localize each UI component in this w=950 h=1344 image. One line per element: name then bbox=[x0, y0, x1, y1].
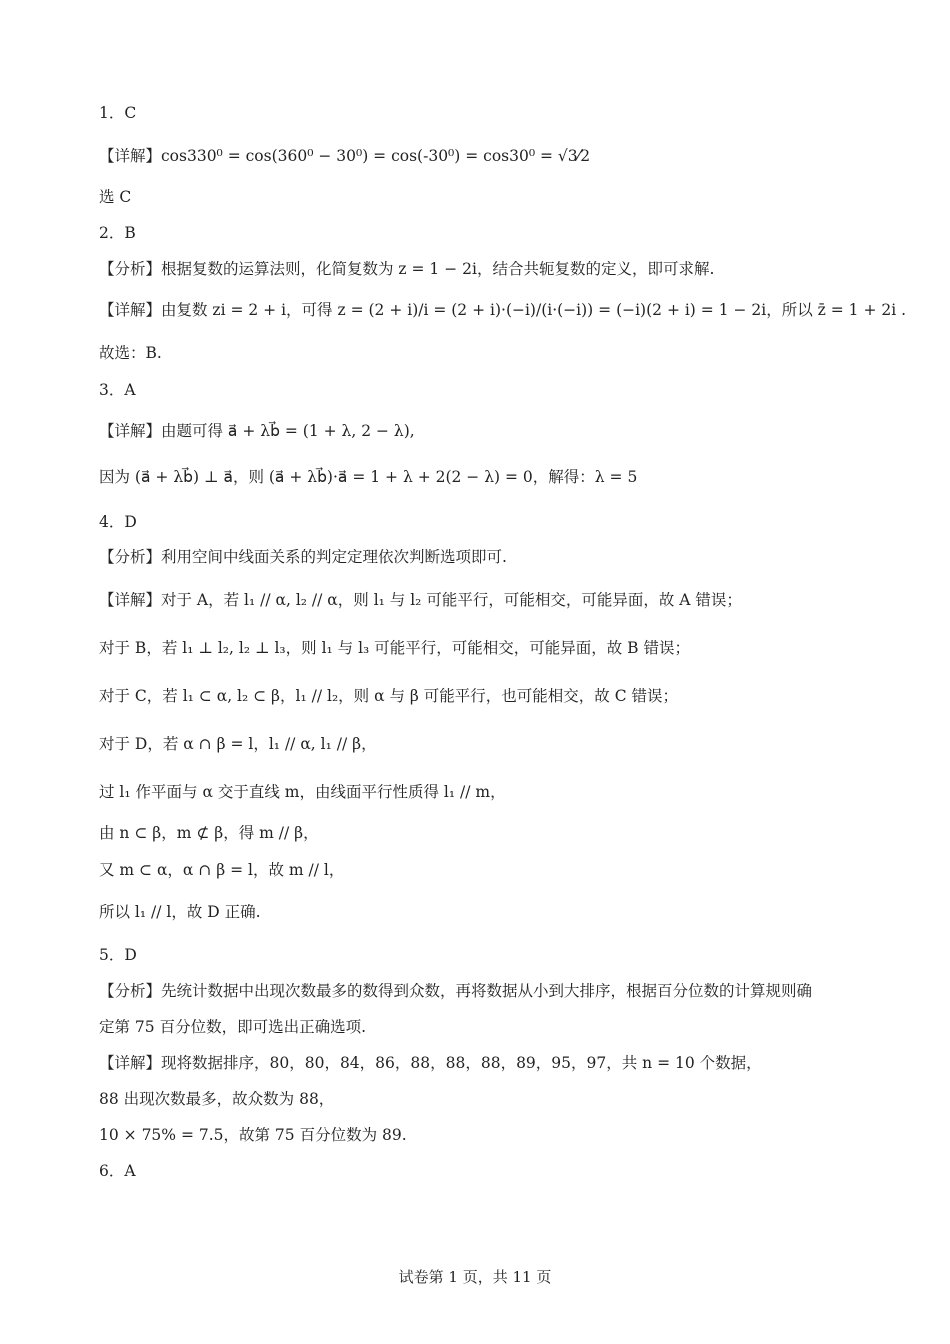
text-line: 【分析】利用空间中线面关系的判定定理依次判断选项即可. bbox=[99, 548, 507, 566]
text-line: 所以 l₁ // l，故 D 正确. bbox=[99, 903, 261, 921]
text-line: 【详解】由复数 zi = 2 + i，可得 z = (2 + i)/i = (2 + i)·(−i)/(i·(−i)) = (−i)(2 + i) = 1 − 2i，所以 z̄ = 1 + 2i . bbox=[99, 301, 907, 319]
text-line: 88 出现次数最多，故众数为 88， bbox=[99, 1090, 335, 1108]
text-line: 【详解】对于 A，若 l₁ // α, l₂ // α，则 l₁ 与 l₂ 可能平行，可能相交，可能异面，故 A 错误； bbox=[99, 591, 742, 609]
text-line: 2．B bbox=[99, 224, 136, 242]
page-footer: 试卷第 1 页，共 11 页 bbox=[398, 1268, 552, 1286]
text-line: 由 n ⊂ β，m ⊄ β，得 m // β， bbox=[99, 824, 319, 842]
text-line: 又 m ⊂ α，α ∩ β = l，故 m // l， bbox=[99, 861, 345, 879]
text-line: 对于 C，若 l₁ ⊂ α, l₂ ⊂ β，l₁ // l₂，则 α 与 β 可能平行，也可能相交，故 C 错误； bbox=[99, 687, 679, 705]
text-line: 4．D bbox=[99, 513, 137, 531]
text-line: 对于 B，若 l₁ ⊥ l₂, l₂ ⊥ l₃，则 l₁ 与 l₃ 可能平行，可能相交，可能异面，故 B 错误； bbox=[99, 639, 690, 657]
text-line: 3．A bbox=[99, 381, 136, 399]
text-line: 5．D bbox=[99, 946, 137, 964]
text-line: 【详解】由题可得 a⃗ + λb⃗ = (1 + λ, 2 − λ), bbox=[99, 422, 415, 440]
text-line: 因为 (a⃗ + λb⃗) ⊥ a⃗，则 (a⃗ + λb⃗)·a⃗ = 1 + λ + 2(2 − λ) = 0，解得：λ = 5 bbox=[99, 468, 638, 486]
text-line: 10 × 75% = 7.5，故第 75 百分位数为 89. bbox=[99, 1126, 407, 1144]
text-line: 故选：B. bbox=[99, 344, 162, 362]
text-line: 定第 75 百分位数，即可选出正确选项. bbox=[99, 1018, 367, 1036]
text-line: 过 l₁ 作平面与 α 交于直线 m，由线面平行性质得 l₁ // m， bbox=[99, 783, 506, 801]
text-line: 6．A bbox=[99, 1162, 136, 1180]
text-line: 对于 D，若 α ∩ β = l，l₁ // α, l₁ // β， bbox=[99, 735, 377, 753]
text-line: 【分析】先统计数据中出现次数最多的数得到众数，再将数据从小到大排序，根据百分位数的计算规则确 bbox=[99, 982, 813, 1000]
text-line: 【详解】cos330⁰ = cos(360⁰ − 30⁰) = cos(-30⁰) = cos30⁰ = √3⁄2 bbox=[99, 147, 591, 165]
text-line: 选 C bbox=[99, 188, 132, 206]
text-line: 【分析】根据复数的运算法则，化简复数为 z = 1 − 2i，结合共轭复数的定义，即可求解. bbox=[99, 260, 715, 278]
text-line: 1．C bbox=[99, 104, 137, 122]
text-line: 【详解】现将数据排序，80，80，84，86，88，88，88，89，95，97，共 n = 10 个数据， bbox=[99, 1054, 762, 1072]
